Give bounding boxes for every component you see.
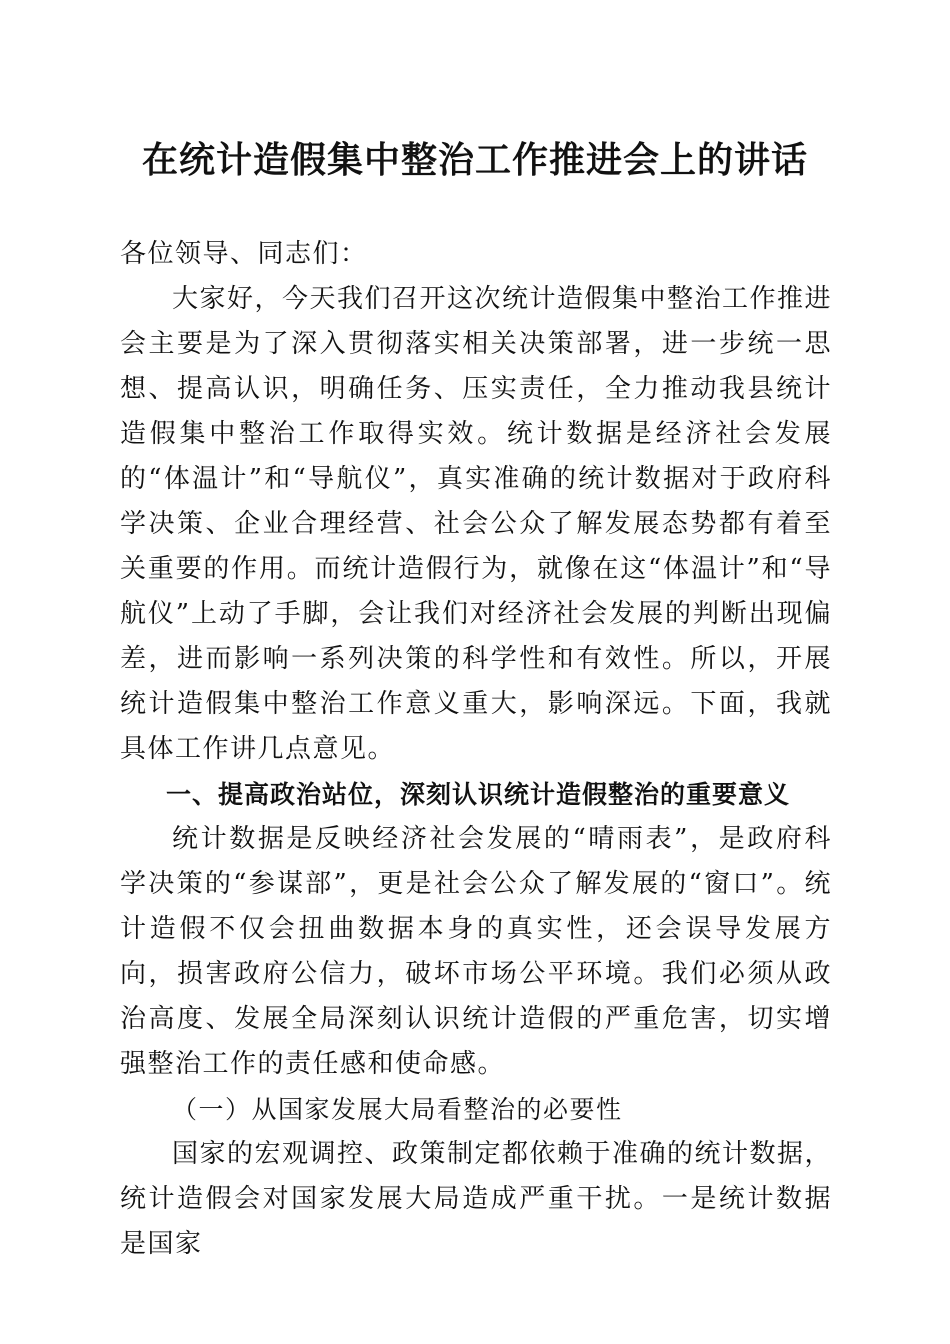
salutation: 各位领导、同志们： bbox=[120, 239, 368, 269]
subsection-1-paragraph: 国家的宏观调控、政策制定都依赖于准确的统计数据，统计造假会对国家发展大局造成严重干扰。一是统计数据是国家 bbox=[120, 1139, 833, 1259]
intro-paragraph: 大家好，今天我们召开这次统计造假集中整治工作推进会主要是为了深入贯彻落实相关决策部署，进一步统一思想、提高认识，明确任务、压实责任，全力推动我县统计造假集中整治工作取得实效。统计数据是经济社会发展的“体温计”和“导航仪”，真实准确的统计数据对于政府科学决策、企业合理经营、社会公众了解发展态势都有着至关重要的作用。而统计造假行为，就像在这“体温计”和“导航仪”上动了手脚，会让我们对经济社会发展的判断出现偏差，进而影响一系列决策的科学性和有效性。所以，开展统计造假集中整治工作意义重大，影响深远。下面，我就具体工作讲几点意见。 bbox=[120, 284, 833, 764]
section-1-paragraph: 统计数据是反映经济社会发展的“晴雨表”，是政府科学决策的“参谋部”，更是社会公众了解发展的“窗口”。统计造假不仅会扭曲数据本身的真实性，还会误导发展方向，损害政府公信力，破坏市场公平环境。我们必须从政治高度、发展全局深刻认识统计造假的严重危害，切实增强整治工作的责任感和使命感。 bbox=[120, 824, 832, 1079]
section-heading-1: 一、提高政治站位，深刻认识统计造假整治的重要意义 bbox=[166, 780, 791, 809]
subsection-heading-1: （一）从国家发展大局看整治的必要性 bbox=[172, 1095, 623, 1124]
document-body bbox=[120, 232, 832, 1267]
document-title: 在统计造假集中整治工作推进会上的讲话 bbox=[141, 139, 808, 181]
